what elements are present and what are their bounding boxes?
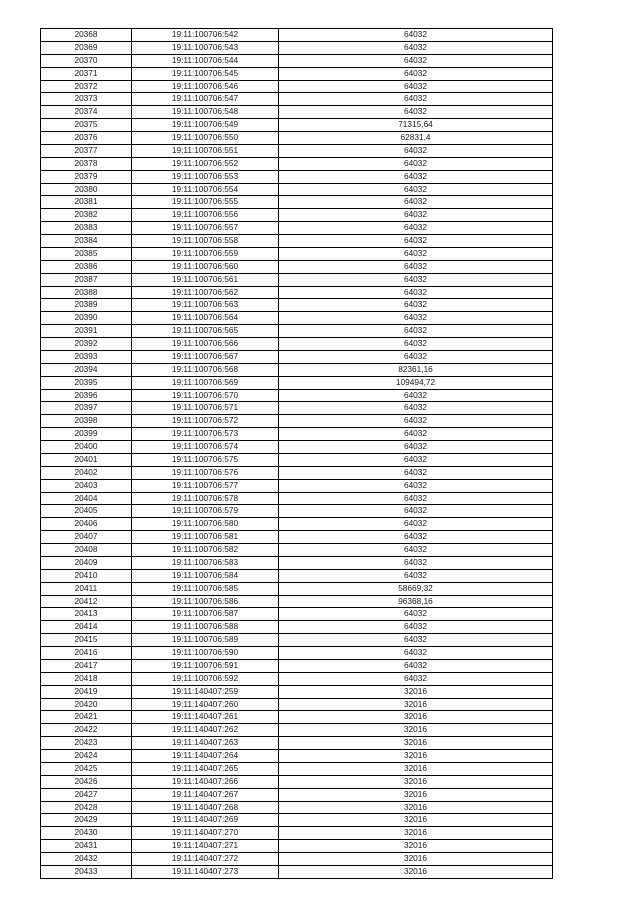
table-row [41, 170, 553, 183]
cadastral-number-cell: 19:11:100706:565 [132, 325, 279, 338]
row-number-cell: 20374 [41, 106, 132, 119]
table-row [41, 453, 553, 466]
row-number-cell: 20393 [41, 350, 132, 363]
value-cell: 64032 [279, 67, 553, 80]
table-row [41, 801, 553, 814]
row-number-cell: 20410 [41, 569, 132, 582]
value-cell: 64032 [279, 621, 553, 634]
row-number-cell: 20420 [41, 698, 132, 711]
row-number-cell: 20413 [41, 608, 132, 621]
row-number-cell: 20418 [41, 672, 132, 685]
value-cell: 64032 [279, 569, 553, 582]
cadastral-number-cell: 19:11:100706:558 [132, 235, 279, 248]
value-cell: 64032 [279, 659, 553, 672]
cadastral-number-cell: 19:11:100706:592 [132, 672, 279, 685]
document-page [40, 28, 552, 879]
table-row [41, 402, 553, 415]
row-number-cell: 20388 [41, 286, 132, 299]
value-cell: 32016 [279, 865, 553, 878]
row-number-cell: 20415 [41, 634, 132, 647]
table-row [41, 389, 553, 402]
table-row [41, 556, 553, 569]
row-number-cell: 20370 [41, 54, 132, 67]
cadastral-number-cell: 19:11:140407:264 [132, 750, 279, 763]
table-row [41, 865, 553, 878]
table-row [41, 54, 553, 67]
row-number-cell: 20387 [41, 273, 132, 286]
value-cell: 64032 [279, 325, 553, 338]
table-row [41, 827, 553, 840]
table-row [41, 608, 553, 621]
value-cell: 32016 [279, 685, 553, 698]
cadastral-number-cell: 19:11:100706:591 [132, 659, 279, 672]
value-cell: 58669,32 [279, 582, 553, 595]
table-row [41, 209, 553, 222]
table-row [41, 106, 553, 119]
table-row [41, 273, 553, 286]
table-row [41, 363, 553, 376]
value-cell: 64032 [279, 453, 553, 466]
cadastral-number-cell: 19:11:100706:554 [132, 183, 279, 196]
value-cell: 32016 [279, 775, 553, 788]
value-cell: 64032 [279, 41, 553, 54]
cadastral-number-cell: 19:11:140407:269 [132, 814, 279, 827]
row-number-cell: 20372 [41, 80, 132, 93]
cadastral-number-cell: 19:11:100706:574 [132, 441, 279, 454]
table-row [41, 853, 553, 866]
cadastral-number-cell: 19:11:100706:585 [132, 582, 279, 595]
value-cell: 64032 [279, 247, 553, 260]
value-cell: 64032 [279, 505, 553, 518]
row-number-cell: 20376 [41, 132, 132, 145]
cadastral-number-cell: 19:11:140407:265 [132, 762, 279, 775]
row-number-cell: 20386 [41, 260, 132, 273]
value-cell: 64032 [279, 286, 553, 299]
row-number-cell: 20368 [41, 29, 132, 42]
row-number-cell: 20419 [41, 685, 132, 698]
cadastral-number-cell: 19:11:140407:270 [132, 827, 279, 840]
row-number-cell: 20427 [41, 788, 132, 801]
cadastral-number-cell: 19:11:100706:567 [132, 350, 279, 363]
value-cell: 64032 [279, 428, 553, 441]
cadastral-number-cell: 19:11:100706:563 [132, 299, 279, 312]
value-cell: 64032 [279, 80, 553, 93]
table-row [41, 286, 553, 299]
value-cell: 64032 [279, 29, 553, 42]
row-number-cell: 20385 [41, 247, 132, 260]
row-number-cell: 20390 [41, 312, 132, 325]
row-number-cell: 20429 [41, 814, 132, 827]
table-row [41, 466, 553, 479]
table-row [41, 711, 553, 724]
row-number-cell: 20381 [41, 196, 132, 209]
value-cell: 64032 [279, 672, 553, 685]
cadastral-number-cell: 19:11:140407:260 [132, 698, 279, 711]
table-row [41, 338, 553, 351]
cadastral-number-cell: 19:11:140407:267 [132, 788, 279, 801]
table-row [41, 750, 553, 763]
cadastral-number-cell: 19:11:100706:560 [132, 260, 279, 273]
value-cell: 71315,64 [279, 119, 553, 132]
row-number-cell: 20421 [41, 711, 132, 724]
cadastral-number-cell: 19:11:100706:553 [132, 170, 279, 183]
table-row [41, 698, 553, 711]
cadastral-number-cell: 19:11:100706:550 [132, 132, 279, 145]
row-number-cell: 20377 [41, 144, 132, 157]
row-number-cell: 20409 [41, 556, 132, 569]
row-number-cell: 20380 [41, 183, 132, 196]
table-row [41, 441, 553, 454]
table-row [41, 531, 553, 544]
row-number-cell: 20428 [41, 801, 132, 814]
row-number-cell: 20399 [41, 428, 132, 441]
row-number-cell: 20394 [41, 363, 132, 376]
cadastral-number-cell: 19:11:100706:572 [132, 415, 279, 428]
table-row [41, 80, 553, 93]
row-number-cell: 20430 [41, 827, 132, 840]
table-row [41, 41, 553, 54]
row-number-cell: 20401 [41, 453, 132, 466]
table-row [41, 93, 553, 106]
value-cell: 64032 [279, 556, 553, 569]
table-row [41, 132, 553, 145]
value-cell: 32016 [279, 788, 553, 801]
table-row [41, 544, 553, 557]
cadastral-number-cell: 19:11:100706:586 [132, 595, 279, 608]
row-number-cell: 20403 [41, 479, 132, 492]
cadastral-number-cell: 19:11:140407:261 [132, 711, 279, 724]
value-cell: 64032 [279, 338, 553, 351]
table-row [41, 518, 553, 531]
row-number-cell: 20398 [41, 415, 132, 428]
value-cell: 64032 [279, 647, 553, 660]
value-cell: 64032 [279, 479, 553, 492]
value-cell: 96368,16 [279, 595, 553, 608]
cadastral-number-cell: 19:11:100706:575 [132, 453, 279, 466]
table-row [41, 505, 553, 518]
cadastral-number-cell: 19:11:100706:561 [132, 273, 279, 286]
table-row [41, 183, 553, 196]
table-row [41, 595, 553, 608]
value-cell: 62831,4 [279, 132, 553, 145]
table-row [41, 260, 553, 273]
cadastral-number-cell: 19:11:100706:571 [132, 402, 279, 415]
table-row [41, 672, 553, 685]
table-row [41, 196, 553, 209]
table-row [41, 840, 553, 853]
value-cell: 64032 [279, 260, 553, 273]
row-number-cell: 20395 [41, 376, 132, 389]
row-number-cell: 20412 [41, 595, 132, 608]
cadastral-number-cell: 19:11:100706:580 [132, 518, 279, 531]
cadastral-number-cell: 19:11:100706:579 [132, 505, 279, 518]
table-row [41, 415, 553, 428]
cadastral-number-cell: 19:11:140407:273 [132, 865, 279, 878]
cadastral-number-cell: 19:11:100706:588 [132, 621, 279, 634]
cadastral-number-cell: 19:11:100706:576 [132, 466, 279, 479]
table-row [41, 312, 553, 325]
value-cell: 64032 [279, 492, 553, 505]
row-number-cell: 20373 [41, 93, 132, 106]
value-cell: 64032 [279, 93, 553, 106]
value-cell: 64032 [279, 312, 553, 325]
table-row [41, 299, 553, 312]
table-row [41, 479, 553, 492]
cadastral-number-cell: 19:11:140407:271 [132, 840, 279, 853]
cadastral-number-cell: 19:11:100706:568 [132, 363, 279, 376]
cadastral-number-cell: 19:11:100706:587 [132, 608, 279, 621]
table-row [41, 814, 553, 827]
row-number-cell: 20402 [41, 466, 132, 479]
row-number-cell: 20416 [41, 647, 132, 660]
row-number-cell: 20379 [41, 170, 132, 183]
cadastral-number-cell: 19:11:140407:268 [132, 801, 279, 814]
value-cell: 64032 [279, 106, 553, 119]
table-row [41, 685, 553, 698]
value-cell: 64032 [279, 531, 553, 544]
table-row [41, 428, 553, 441]
table-row [41, 762, 553, 775]
cadastral-number-cell: 19:11:100706:555 [132, 196, 279, 209]
value-cell: 64032 [279, 183, 553, 196]
cadastral-number-cell: 19:11:100706:584 [132, 569, 279, 582]
cadastral-number-cell: 19:11:100706:551 [132, 144, 279, 157]
value-cell: 32016 [279, 814, 553, 827]
value-cell: 32016 [279, 711, 553, 724]
cadastral-number-cell: 19:11:140407:272 [132, 853, 279, 866]
table-row [41, 222, 553, 235]
value-cell: 32016 [279, 853, 553, 866]
row-number-cell: 20369 [41, 41, 132, 54]
row-number-cell: 20414 [41, 621, 132, 634]
row-number-cell: 20426 [41, 775, 132, 788]
value-cell: 64032 [279, 144, 553, 157]
row-number-cell: 20404 [41, 492, 132, 505]
row-number-cell: 20396 [41, 389, 132, 402]
value-cell: 64032 [279, 157, 553, 170]
value-cell: 64032 [279, 466, 553, 479]
cadastral-number-cell: 19:11:100706:557 [132, 222, 279, 235]
value-cell: 32016 [279, 801, 553, 814]
value-cell: 64032 [279, 273, 553, 286]
cadastral-number-cell: 19:11:100706:569 [132, 376, 279, 389]
cadastral-number-cell: 19:11:100706:582 [132, 544, 279, 557]
value-cell: 64032 [279, 235, 553, 248]
row-number-cell: 20411 [41, 582, 132, 595]
table-row [41, 157, 553, 170]
cadastral-number-cell: 19:11:100706:542 [132, 29, 279, 42]
cadastral-number-cell: 19:11:100706:546 [132, 80, 279, 93]
cadastral-number-cell: 19:11:140407:262 [132, 724, 279, 737]
table-row [41, 582, 553, 595]
cadastral-number-cell: 19:11:100706:573 [132, 428, 279, 441]
table-row [41, 634, 553, 647]
data-table [40, 28, 553, 879]
table-row [41, 647, 553, 660]
value-cell: 64032 [279, 402, 553, 415]
table-row [41, 492, 553, 505]
value-cell: 64032 [279, 196, 553, 209]
table-body [41, 29, 553, 879]
row-number-cell: 20408 [41, 544, 132, 557]
value-cell: 32016 [279, 698, 553, 711]
value-cell: 64032 [279, 415, 553, 428]
value-cell: 32016 [279, 762, 553, 775]
cadastral-number-cell: 19:11:100706:570 [132, 389, 279, 402]
cadastral-number-cell: 19:11:100706:564 [132, 312, 279, 325]
cadastral-number-cell: 19:11:100706:547 [132, 93, 279, 106]
cadastral-number-cell: 19:11:100706:548 [132, 106, 279, 119]
value-cell: 64032 [279, 222, 553, 235]
cadastral-number-cell: 19:11:100706:544 [132, 54, 279, 67]
row-number-cell: 20432 [41, 853, 132, 866]
row-number-cell: 20422 [41, 724, 132, 737]
cadastral-number-cell: 19:11:100706:577 [132, 479, 279, 492]
value-cell: 64032 [279, 634, 553, 647]
cadastral-number-cell: 19:11:140407:266 [132, 775, 279, 788]
cadastral-number-cell: 19:11:100706:578 [132, 492, 279, 505]
table-row [41, 119, 553, 132]
row-number-cell: 20384 [41, 235, 132, 248]
row-number-cell: 20407 [41, 531, 132, 544]
table-row [41, 724, 553, 737]
value-cell: 32016 [279, 827, 553, 840]
row-number-cell: 20392 [41, 338, 132, 351]
cadastral-number-cell: 19:11:100706:543 [132, 41, 279, 54]
table-row [41, 350, 553, 363]
row-number-cell: 20405 [41, 505, 132, 518]
cadastral-number-cell: 19:11:100706:559 [132, 247, 279, 260]
cadastral-number-cell: 19:11:100706:583 [132, 556, 279, 569]
row-number-cell: 20383 [41, 222, 132, 235]
cadastral-number-cell: 19:11:140407:259 [132, 685, 279, 698]
table-row [41, 325, 553, 338]
row-number-cell: 20433 [41, 865, 132, 878]
cadastral-number-cell: 19:11:100706:545 [132, 67, 279, 80]
cadastral-number-cell: 19:11:100706:589 [132, 634, 279, 647]
table-row [41, 67, 553, 80]
row-number-cell: 20371 [41, 67, 132, 80]
table-row [41, 737, 553, 750]
cadastral-number-cell: 19:11:140407:263 [132, 737, 279, 750]
value-cell: 32016 [279, 724, 553, 737]
cadastral-number-cell: 19:11:100706:562 [132, 286, 279, 299]
value-cell: 64032 [279, 389, 553, 402]
table-row [41, 247, 553, 260]
row-number-cell: 20431 [41, 840, 132, 853]
value-cell: 64032 [279, 54, 553, 67]
row-number-cell: 20391 [41, 325, 132, 338]
cadastral-number-cell: 19:11:100706:590 [132, 647, 279, 660]
row-number-cell: 20406 [41, 518, 132, 531]
cadastral-number-cell: 19:11:100706:581 [132, 531, 279, 544]
value-cell: 64032 [279, 350, 553, 363]
value-cell: 32016 [279, 737, 553, 750]
table-row [41, 788, 553, 801]
cadastral-number-cell: 19:11:100706:549 [132, 119, 279, 132]
row-number-cell: 20375 [41, 119, 132, 132]
value-cell: 64032 [279, 544, 553, 557]
row-number-cell: 20400 [41, 441, 132, 454]
value-cell: 64032 [279, 608, 553, 621]
table-row [41, 29, 553, 42]
cadastral-number-cell: 19:11:100706:552 [132, 157, 279, 170]
table-row [41, 775, 553, 788]
row-number-cell: 20389 [41, 299, 132, 312]
value-cell: 32016 [279, 750, 553, 763]
table-row [41, 659, 553, 672]
row-number-cell: 20397 [41, 402, 132, 415]
row-number-cell: 20417 [41, 659, 132, 672]
value-cell: 109494,72 [279, 376, 553, 389]
table-row [41, 235, 553, 248]
cadastral-number-cell: 19:11:100706:566 [132, 338, 279, 351]
row-number-cell: 20424 [41, 750, 132, 763]
table-row [41, 569, 553, 582]
table-row [41, 376, 553, 389]
row-number-cell: 20423 [41, 737, 132, 750]
value-cell: 64032 [279, 518, 553, 531]
row-number-cell: 20378 [41, 157, 132, 170]
value-cell: 64032 [279, 209, 553, 222]
row-number-cell: 20382 [41, 209, 132, 222]
row-number-cell: 20425 [41, 762, 132, 775]
value-cell: 64032 [279, 170, 553, 183]
value-cell: 64032 [279, 299, 553, 312]
cadastral-number-cell: 19:11:100706:556 [132, 209, 279, 222]
value-cell: 64032 [279, 441, 553, 454]
value-cell: 32016 [279, 840, 553, 853]
table-row [41, 621, 553, 634]
table-row [41, 144, 553, 157]
value-cell: 82361,16 [279, 363, 553, 376]
